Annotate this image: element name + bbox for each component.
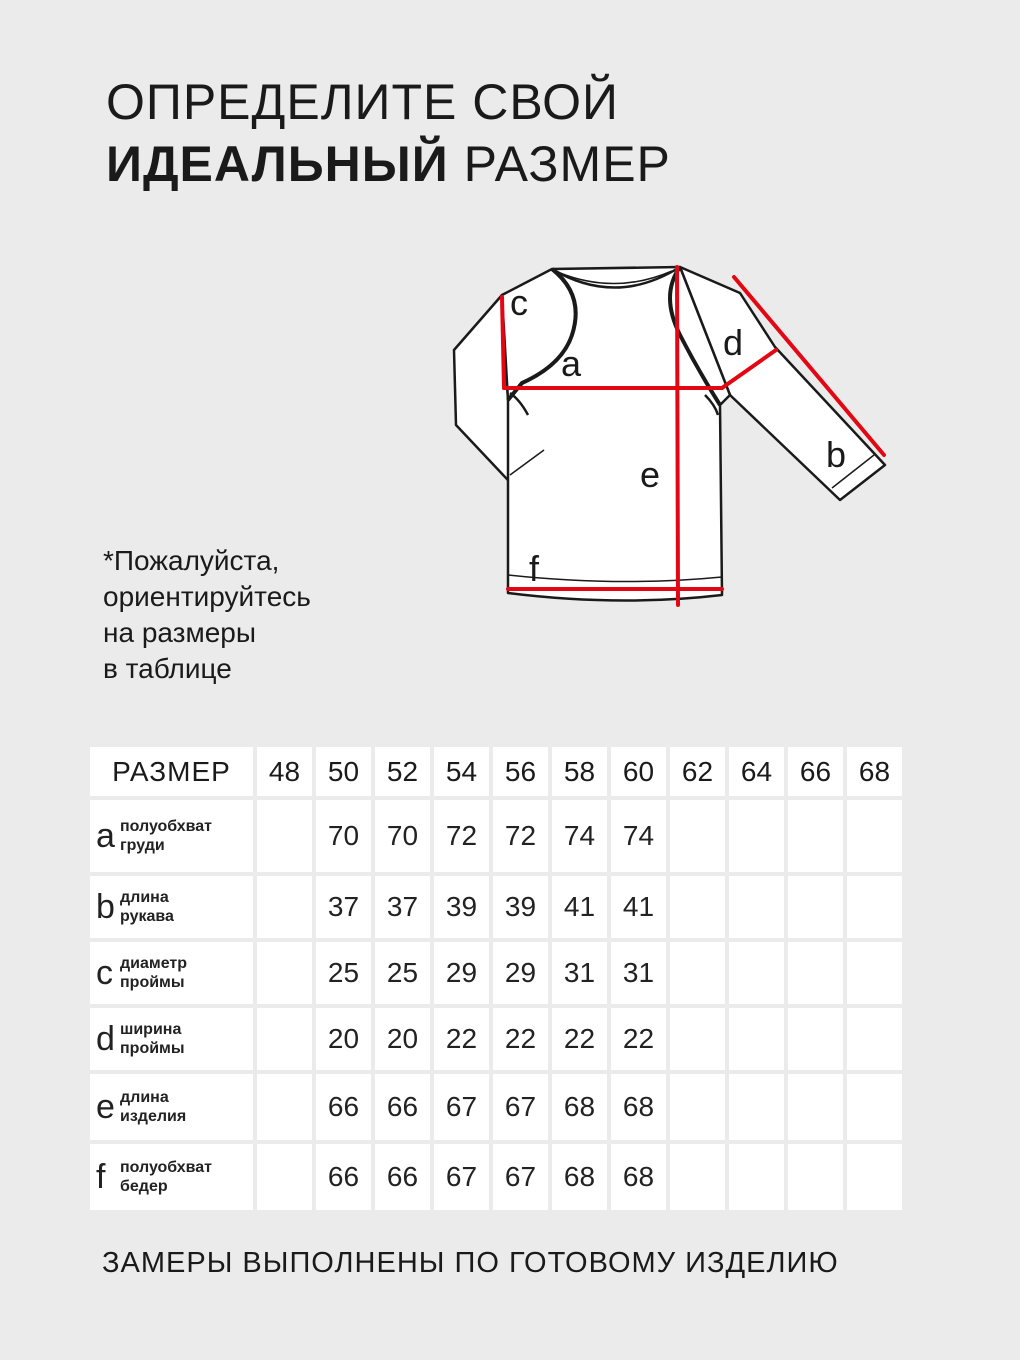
table-cell: 67 [493, 1074, 548, 1140]
table-cell [847, 1008, 902, 1070]
table-cell: 20 [375, 1008, 430, 1070]
measurement-description-line: длина [120, 889, 169, 906]
table-cell [257, 1144, 312, 1210]
table-cell [729, 1074, 784, 1140]
table-cell: 68 [611, 1144, 666, 1210]
table-row [90, 942, 902, 1004]
table-row [90, 876, 902, 938]
table-cell: 41 [611, 876, 666, 938]
measurement-label-cell [90, 942, 253, 1004]
table-row [90, 1144, 902, 1210]
measurement-description-line: ширина [120, 1021, 182, 1038]
title-rest-word: РАЗМЕР [463, 136, 671, 192]
table-cell: 41 [552, 876, 607, 938]
note-line: на размеры [103, 617, 257, 648]
size-header-cell: 68 [847, 747, 902, 796]
table-cell [847, 800, 902, 872]
table-cell [847, 876, 902, 938]
measurement-label-cell [90, 876, 253, 938]
label-d: d [723, 322, 744, 363]
table-cell: 66 [316, 1144, 371, 1210]
size-header-cell: 62 [670, 747, 725, 796]
size-header-cell: 54 [434, 747, 489, 796]
note-line: *Пожалуйста, [103, 545, 280, 576]
table-cell: 25 [316, 942, 371, 1004]
measurement-description [120, 888, 174, 926]
table-cell: 22 [434, 1008, 489, 1070]
table-cell [670, 1074, 725, 1140]
table-cell [729, 942, 784, 1004]
measurement-description [120, 817, 212, 855]
size-header-cell: 56 [493, 747, 548, 796]
table-cell: 29 [434, 942, 489, 1004]
measure-c-line [502, 297, 504, 388]
measurement-letter: b [96, 888, 115, 926]
measurement-description [120, 1088, 186, 1126]
table-cell [729, 1008, 784, 1070]
table-cell: 29 [493, 942, 548, 1004]
table-cell: 37 [375, 876, 430, 938]
size-header-cell: 64 [729, 747, 784, 796]
measurement-description-line: диаметр [120, 955, 188, 972]
size-header-cell: 66 [788, 747, 843, 796]
measurement-description-line: проймы [120, 974, 185, 991]
table-cell [729, 876, 784, 938]
measurement-label-cell [90, 1008, 253, 1070]
table-cell: 72 [493, 800, 548, 872]
table-cell [788, 1074, 843, 1140]
label-f: f [529, 548, 540, 589]
table-cell: 74 [552, 800, 607, 872]
table-cell: 67 [493, 1144, 548, 1210]
size-header-cell: 48 [257, 747, 312, 796]
table-cell: 22 [552, 1008, 607, 1070]
table-row [90, 1074, 902, 1140]
size-header-cell: 50 [316, 747, 371, 796]
size-header-cell: 60 [611, 747, 666, 796]
measurement-label-cell [90, 800, 253, 872]
table-cell: 68 [611, 1074, 666, 1140]
page-title [106, 72, 671, 194]
garment-measurement-diagram [440, 255, 900, 615]
measurement-description-line: груди [120, 837, 165, 854]
table-cell: 70 [316, 800, 371, 872]
table-cell: 68 [552, 1144, 607, 1210]
table-cell [670, 1008, 725, 1070]
sweater-illustration [440, 255, 900, 615]
table-cell [847, 942, 902, 1004]
table-cell: 66 [375, 1144, 430, 1210]
table-cell [788, 1008, 843, 1070]
title-line-1: ОПРЕДЕЛИТЕ СВОЙ [106, 74, 619, 130]
measurement-label-cell [90, 1144, 253, 1210]
measurement-description [120, 1158, 212, 1196]
label-a: a [561, 343, 582, 384]
measurement-label-cell [90, 1074, 253, 1140]
label-b: b [826, 434, 847, 475]
table-cell [670, 876, 725, 938]
table-cell [670, 1144, 725, 1210]
table-cell [729, 800, 784, 872]
measurement-description-line: проймы [120, 1040, 185, 1057]
table-cell [788, 800, 843, 872]
measurement-description-line: полуобхват [120, 1159, 213, 1176]
measurement-description-line: изделия [120, 1108, 187, 1125]
table-cell [788, 876, 843, 938]
table-cell: 31 [611, 942, 666, 1004]
note-line: в таблице [103, 653, 232, 684]
size-header-cell: 52 [375, 747, 430, 796]
label-e: e [640, 454, 661, 495]
size-note [103, 543, 311, 687]
table-cell [257, 942, 312, 1004]
measurement-letter: c [96, 954, 113, 992]
measurement-letter: e [96, 1088, 115, 1126]
table-cell: 66 [316, 1074, 371, 1140]
measurement-letter: f [96, 1158, 106, 1196]
table-cell: 67 [434, 1144, 489, 1210]
table-cell: 25 [375, 942, 430, 1004]
table-cell: 66 [375, 1074, 430, 1140]
table-cell [257, 800, 312, 872]
size-header-cell: 58 [552, 747, 607, 796]
footer-note: ЗАМЕРЫ ВЫПОЛНЕНЫ ПО ГОТОВОМУ ИЗДЕЛИЮ [102, 1247, 839, 1279]
measurement-description-line: длина [120, 1089, 169, 1106]
title-bold-word: ИДЕАЛЬНЫЙ [106, 136, 449, 192]
measurement-description-line: полуобхват [120, 818, 213, 835]
table-cell: 74 [611, 800, 666, 872]
table-cell [257, 876, 312, 938]
table-cell [788, 942, 843, 1004]
measure-e-line [677, 267, 678, 605]
table-cell: 68 [552, 1074, 607, 1140]
table-cell [257, 1074, 312, 1140]
table-cell: 22 [493, 1008, 548, 1070]
table-cell [670, 800, 725, 872]
table-cell: 20 [316, 1008, 371, 1070]
table-cell: 37 [316, 876, 371, 938]
measurement-description [120, 1020, 185, 1058]
table-row [90, 1008, 902, 1070]
table-cell: 70 [375, 800, 430, 872]
measurement-letter: a [96, 817, 115, 855]
label-c: c [510, 282, 528, 323]
size-header-label: РАЗМЕР [90, 747, 253, 796]
measurement-letter: d [96, 1020, 115, 1058]
measurement-description [120, 954, 187, 992]
measurement-description-line: бедер [120, 1178, 168, 1195]
table-row [90, 800, 902, 872]
title-line-2 [106, 134, 671, 194]
table-cell [257, 1008, 312, 1070]
table-cell [847, 1144, 902, 1210]
table-cell: 72 [434, 800, 489, 872]
table-cell: 22 [611, 1008, 666, 1070]
measurement-description-line: рукава [120, 908, 174, 925]
table-cell [729, 1144, 784, 1210]
table-cell: 31 [552, 942, 607, 1004]
table-cell: 39 [434, 876, 489, 938]
table-cell: 39 [493, 876, 548, 938]
size-header-row [90, 747, 902, 796]
size-table [86, 743, 906, 1214]
table-cell [847, 1074, 902, 1140]
table-cell [670, 942, 725, 1004]
table-cell [788, 1144, 843, 1210]
note-line: ориентируйтесь [103, 581, 311, 612]
table-cell: 67 [434, 1074, 489, 1140]
